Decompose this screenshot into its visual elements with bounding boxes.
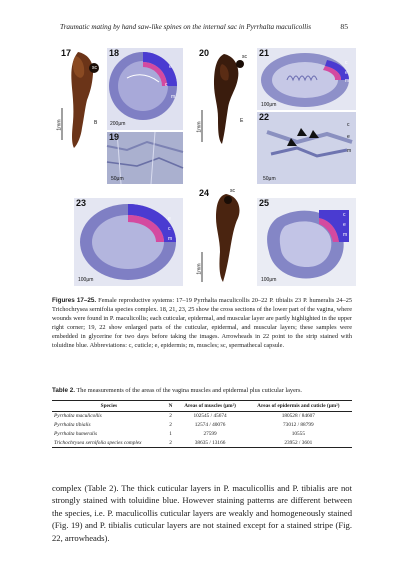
panel-label-20: 20 <box>199 48 210 58</box>
panel-21 <box>257 48 356 110</box>
table-row <box>52 438 352 447</box>
scale-23: 100μm <box>78 277 94 283</box>
header-species: Species <box>52 401 166 412</box>
mark-e-18: e <box>169 64 172 70</box>
cross-section-image-21 <box>257 48 356 110</box>
panel-24 <box>198 188 253 286</box>
page-number: 85 <box>340 22 348 31</box>
panel-17 <box>56 48 105 150</box>
cross-section-image-23 <box>74 198 183 286</box>
cell-species: Pyrrhalta maculicollis <box>54 413 102 420</box>
cell-epidermis-area: 10555 <box>291 430 305 437</box>
mark-sc-20: sc <box>242 54 247 60</box>
panel-22 <box>257 112 356 184</box>
cell-n: 2 <box>166 438 176 447</box>
cell-n: 2 <box>169 413 172 420</box>
cell-n: 2 <box>169 422 172 429</box>
dissection-image-24 <box>198 188 253 286</box>
dissection-image-20 <box>198 48 253 150</box>
table-label: Table 2. <box>52 387 75 394</box>
cell-epidermis-area: 73012 / 88799 <box>283 422 314 429</box>
mark-m-25: m <box>343 232 348 238</box>
cell-muscle-area: 12574 / 40076 <box>194 422 226 429</box>
body-paragraph: complex (Table 2). The thick cuticular layers in P. maculicollis and P. tibialis are not strongly stained with toluidine blue. However staining patterns are different between the species, i.e. P. maculicollis cuticular layers are weakly and homogeneously stained (Fig. 19) and P. tibialis cuticular layers are not stained except for a stained stripe (Fig. 22, arrowheads). <box>52 483 352 543</box>
mark-sc-17: sc <box>92 65 97 71</box>
panel-label-18: 18 <box>109 48 120 58</box>
mark-e-25: e <box>343 222 346 228</box>
panel-label-19: 19 <box>109 132 120 142</box>
dissection-image-17 <box>60 48 105 150</box>
header-epidermis-area: Areas of epidermis and cuticle (μm²) <box>245 401 352 412</box>
table-title-text: The measurements of the areas of the vagina muscles and epidermal plus cuticular layers. <box>74 387 302 394</box>
scale-24: 1mm <box>196 263 203 275</box>
panel-20 <box>198 48 253 150</box>
table-header-row <box>52 401 352 412</box>
mark-c-18: c <box>165 82 168 88</box>
measurements-table <box>52 400 352 448</box>
header-n: N <box>166 401 176 412</box>
header-muscle-area: Areas of muscles (μm²) <box>175 401 244 412</box>
cell-epidermis-area: 180528 / 84607 <box>281 413 315 420</box>
mark-e-22: e <box>347 134 350 140</box>
panel-label-22: 22 <box>259 112 270 122</box>
panel-19 <box>107 132 183 184</box>
panel-label-25: 25 <box>259 198 270 208</box>
cell-epidermis-area: 23952 / 3601 <box>245 438 352 447</box>
running-head: Traumatic mating by hand saw-like spines on the internal sac in Pyrrhalta maculicollis <box>60 23 312 31</box>
mark-sc-24: sc <box>230 188 235 194</box>
mark-c-25: c <box>343 212 346 218</box>
scale-21: 100μm <box>261 102 277 108</box>
cell-n: 1 <box>169 430 172 437</box>
enlarged-layer-image-22 <box>257 112 356 184</box>
scale-17: 1mm <box>56 119 63 131</box>
cell-species: Pyrrhalta tibialis <box>54 422 91 429</box>
scale-22: 50μm <box>263 176 276 182</box>
mark-c-22: c <box>347 122 350 128</box>
mark-e-21: e <box>345 70 348 76</box>
cell-muscle-area: 102545 / 45674 <box>193 413 227 420</box>
table-row <box>52 430 352 439</box>
scale-18: 200μm <box>110 121 126 127</box>
mark-m-23: m <box>168 236 173 242</box>
scale-19: 50μm <box>111 176 124 182</box>
mark-e-23: e <box>168 216 171 222</box>
mark-b-17: B <box>94 120 98 126</box>
panel-25 <box>257 198 356 286</box>
scale-25: 100μm <box>261 277 277 283</box>
figure-plate <box>56 48 360 286</box>
figure-caption <box>52 296 352 351</box>
panel-23 <box>74 198 183 286</box>
mark-m-22: m <box>347 148 352 154</box>
panel-label-17: 17 <box>61 48 72 58</box>
mark-e-20: E <box>240 118 244 124</box>
mark-m-21: m <box>345 78 350 84</box>
table-row <box>52 421 352 430</box>
mark-c-23: c <box>168 226 171 232</box>
panel-label-21: 21 <box>259 48 270 58</box>
cross-section-image-25 <box>257 198 356 286</box>
table-title <box>52 387 352 395</box>
panel-label-23: 23 <box>76 198 87 208</box>
panel-label-24: 24 <box>199 188 210 198</box>
caption-label: Figures 17–25. <box>52 297 97 304</box>
cell-muscle-area: 38635 / 13166 <box>175 438 244 447</box>
caption-text: Female reproductive systems: 17–19 Pyrrhalta maculicollis 20–22 P. tibialis 23 P. humeralis 24–25 Trichochrysea sernifolia species complex. 18, 21, 23, 25 show the cross sections of the lower part of the vagina, where wounds were found in P. maculicollis; each cuticular, epidermal, and muscular layer are partly highlighted in the upper right corner; 19, 22 show enlarged parts of the cuticular, epidermal, and muscular layers; these samples were embedded in glycerine for two days before taking the images. Arrowheads in 22 point to the strip stained with toluidine blue. Abbreviations: c, cuticle; e, epidermis; m, muscles; sc, spermathecal capsule. <box>52 297 352 350</box>
mark-c-21: c <box>345 60 348 66</box>
scale-20: 1mm <box>196 121 203 133</box>
table-row <box>52 412 352 421</box>
cell-species: Pyrrhalta humeralis <box>54 430 98 437</box>
cross-section-image-18 <box>107 48 183 130</box>
cell-muscle-area: 27599 <box>203 430 217 437</box>
mark-m-18: m <box>171 94 176 100</box>
cell-species: Trichochrysea sernifolia species complex <box>52 438 166 447</box>
panel-18 <box>107 48 183 130</box>
